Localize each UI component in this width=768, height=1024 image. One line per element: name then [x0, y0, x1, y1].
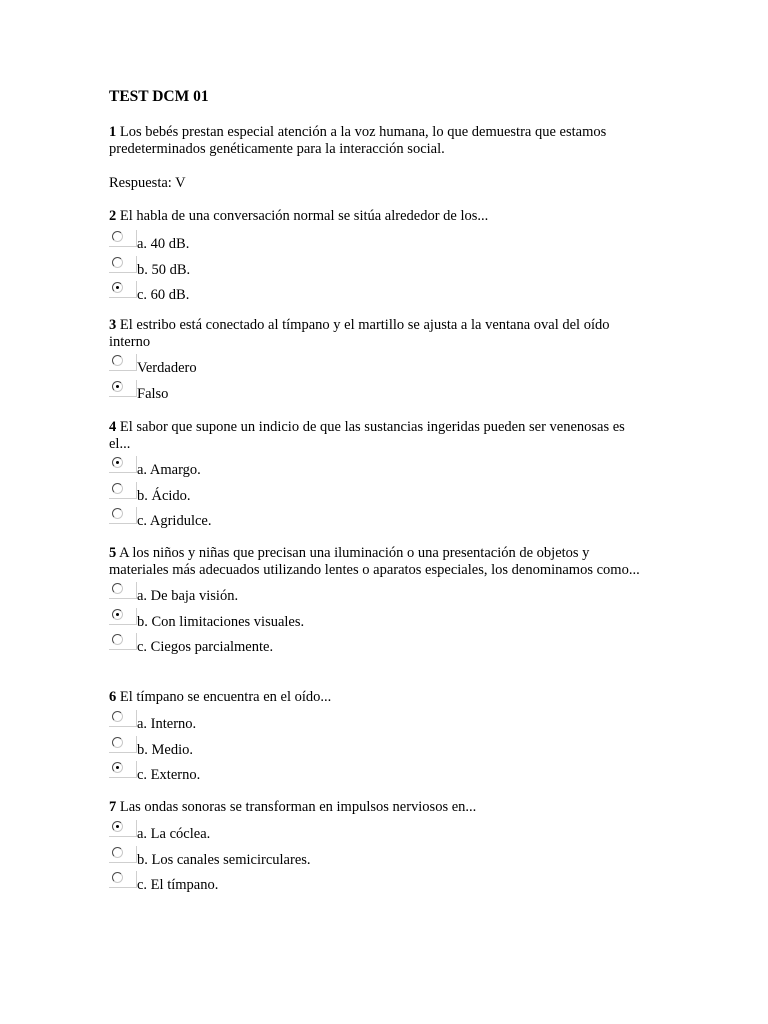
answer-text: Respuesta: V: [109, 175, 186, 191]
question-number: 4: [109, 419, 117, 435]
radio-checked-icon[interactable]: [109, 281, 137, 298]
question-text: [109, 208, 649, 225]
answer-option[interactable]: [109, 256, 509, 282]
question-number: 3: [109, 317, 117, 333]
page-title: TEST DCM 01: [109, 88, 209, 105]
radio-circle: [112, 282, 123, 293]
radio-checked-icon[interactable]: [109, 608, 137, 625]
option-label: c. Ciegos parcialmente.: [137, 639, 274, 655]
answer-option[interactable]: [109, 846, 509, 872]
radio-circle: [112, 711, 123, 722]
radio-unchecked-icon[interactable]: [109, 256, 137, 273]
option-label: c. Agridulce.: [137, 513, 212, 529]
answer-option[interactable]: [109, 380, 509, 406]
option-label: c. Externo.: [137, 767, 201, 783]
option-label: b. Medio.: [137, 741, 193, 758]
answer-option[interactable]: [109, 482, 509, 508]
radio-circle: [112, 231, 123, 242]
question-text: [109, 545, 649, 579]
radio-dot: [116, 825, 119, 828]
radio-checked-icon[interactable]: [109, 380, 137, 397]
radio-unchecked-icon[interactable]: [109, 633, 137, 650]
answer-option[interactable]: [109, 456, 509, 482]
question-1: [109, 124, 649, 192]
question-7: [109, 799, 649, 897]
option-label: b. 50 dB.: [137, 261, 191, 278]
radio-circle: [112, 381, 123, 392]
question-number: 1: [109, 124, 117, 140]
radio-unchecked-icon[interactable]: [109, 354, 137, 371]
radio-dot: [116, 286, 119, 289]
radio-dot: [116, 766, 119, 769]
answer-option[interactable]: [109, 507, 509, 533]
question-number: 6: [109, 689, 117, 705]
answer-option[interactable]: [109, 736, 509, 762]
question-4: [109, 419, 649, 533]
radio-circle: [112, 762, 123, 773]
option-label: a. 40 dB.: [137, 236, 190, 252]
question-body: A los niños y niñas que precisan una iluminación o una presentación de objetos y materiales más adecuados utilizando lentes o aparatos especiales, los denominamos como...: [109, 545, 640, 578]
question-text: [109, 799, 649, 816]
question-body: El habla de una conversación normal se sitúa alrededor de los...: [119, 208, 489, 224]
option-label: a. Amargo.: [137, 462, 201, 478]
question-body: Los bebés prestan especial atención a la voz humana, lo que demuestra que estamos predeterminados genéticamente para la interacción social.: [109, 124, 607, 157]
answer-option[interactable]: [109, 710, 509, 736]
radio-dot: [116, 613, 119, 616]
radio-circle: [112, 847, 123, 858]
radio-circle: [112, 872, 123, 883]
answer-option[interactable]: [109, 820, 509, 846]
radio-unchecked-icon[interactable]: [109, 482, 137, 499]
radio-circle: [112, 821, 123, 832]
radio-checked-icon[interactable]: [109, 820, 137, 837]
question-body: El tímpano se encuentra en el oído...: [119, 689, 332, 705]
question-body: El sabor que supone un indicio de que las sustancias ingeridas pueden ser venenosas es el...: [109, 419, 625, 452]
option-label: a. Interno.: [137, 716, 197, 732]
option-label: b. Ácido.: [137, 487, 191, 504]
radio-unchecked-icon[interactable]: [109, 582, 137, 599]
question-2: [109, 208, 649, 307]
question-body: El estribo está conectado al tímpano y el martillo se ajusta a la ventana oval del oído interno: [109, 317, 610, 350]
radio-unchecked-icon[interactable]: [109, 846, 137, 863]
radio-circle: [112, 483, 123, 494]
answer-option[interactable]: [109, 582, 509, 608]
answer-option[interactable]: [109, 354, 509, 380]
question-text: [109, 689, 649, 706]
answer-option[interactable]: [109, 608, 509, 634]
radio-unchecked-icon[interactable]: [109, 230, 137, 247]
answer-option[interactable]: [109, 761, 509, 787]
option-label: b. Con limitaciones visuales.: [137, 613, 305, 630]
question-number: 5: [109, 545, 117, 561]
question-3: [109, 317, 649, 405]
question-number: 2: [109, 208, 117, 224]
option-label: Verdadero: [137, 360, 197, 376]
question-text: [109, 124, 649, 158]
option-label: a. De baja visión.: [137, 588, 239, 604]
radio-circle: [112, 457, 123, 468]
answer-option[interactable]: [109, 230, 509, 256]
question-text: [109, 317, 649, 351]
radio-circle: [112, 508, 123, 519]
option-label: c. 60 dB.: [137, 287, 190, 303]
radio-dot: [116, 385, 119, 388]
question-6: [109, 689, 649, 787]
radio-unchecked-icon[interactable]: [109, 736, 137, 753]
radio-unchecked-icon[interactable]: [109, 507, 137, 524]
radio-circle: [112, 737, 123, 748]
answer-option[interactable]: [109, 633, 509, 659]
question-text: [109, 419, 649, 453]
radio-circle: [112, 583, 123, 594]
question-number: 7: [109, 799, 117, 815]
radio-circle: [112, 355, 123, 366]
answer-option[interactable]: [109, 281, 509, 307]
radio-dot: [116, 461, 119, 464]
option-label: a. La cóclea.: [137, 826, 211, 842]
radio-unchecked-icon[interactable]: [109, 710, 137, 727]
option-label: b. Los canales semicirculares.: [137, 851, 311, 868]
option-label: c. El tímpano.: [137, 877, 219, 893]
question-5: [109, 545, 649, 659]
question-body: Las ondas sonoras se transforman en impulsos nerviosos en...: [119, 799, 477, 815]
radio-unchecked-icon[interactable]: [109, 871, 137, 888]
radio-circle: [112, 257, 123, 268]
radio-checked-icon[interactable]: [109, 761, 137, 778]
radio-circle: [112, 609, 123, 620]
radio-circle: [112, 634, 123, 645]
option-label: Falso: [137, 385, 169, 402]
answer-option[interactable]: [109, 871, 509, 897]
radio-checked-icon[interactable]: [109, 456, 137, 473]
